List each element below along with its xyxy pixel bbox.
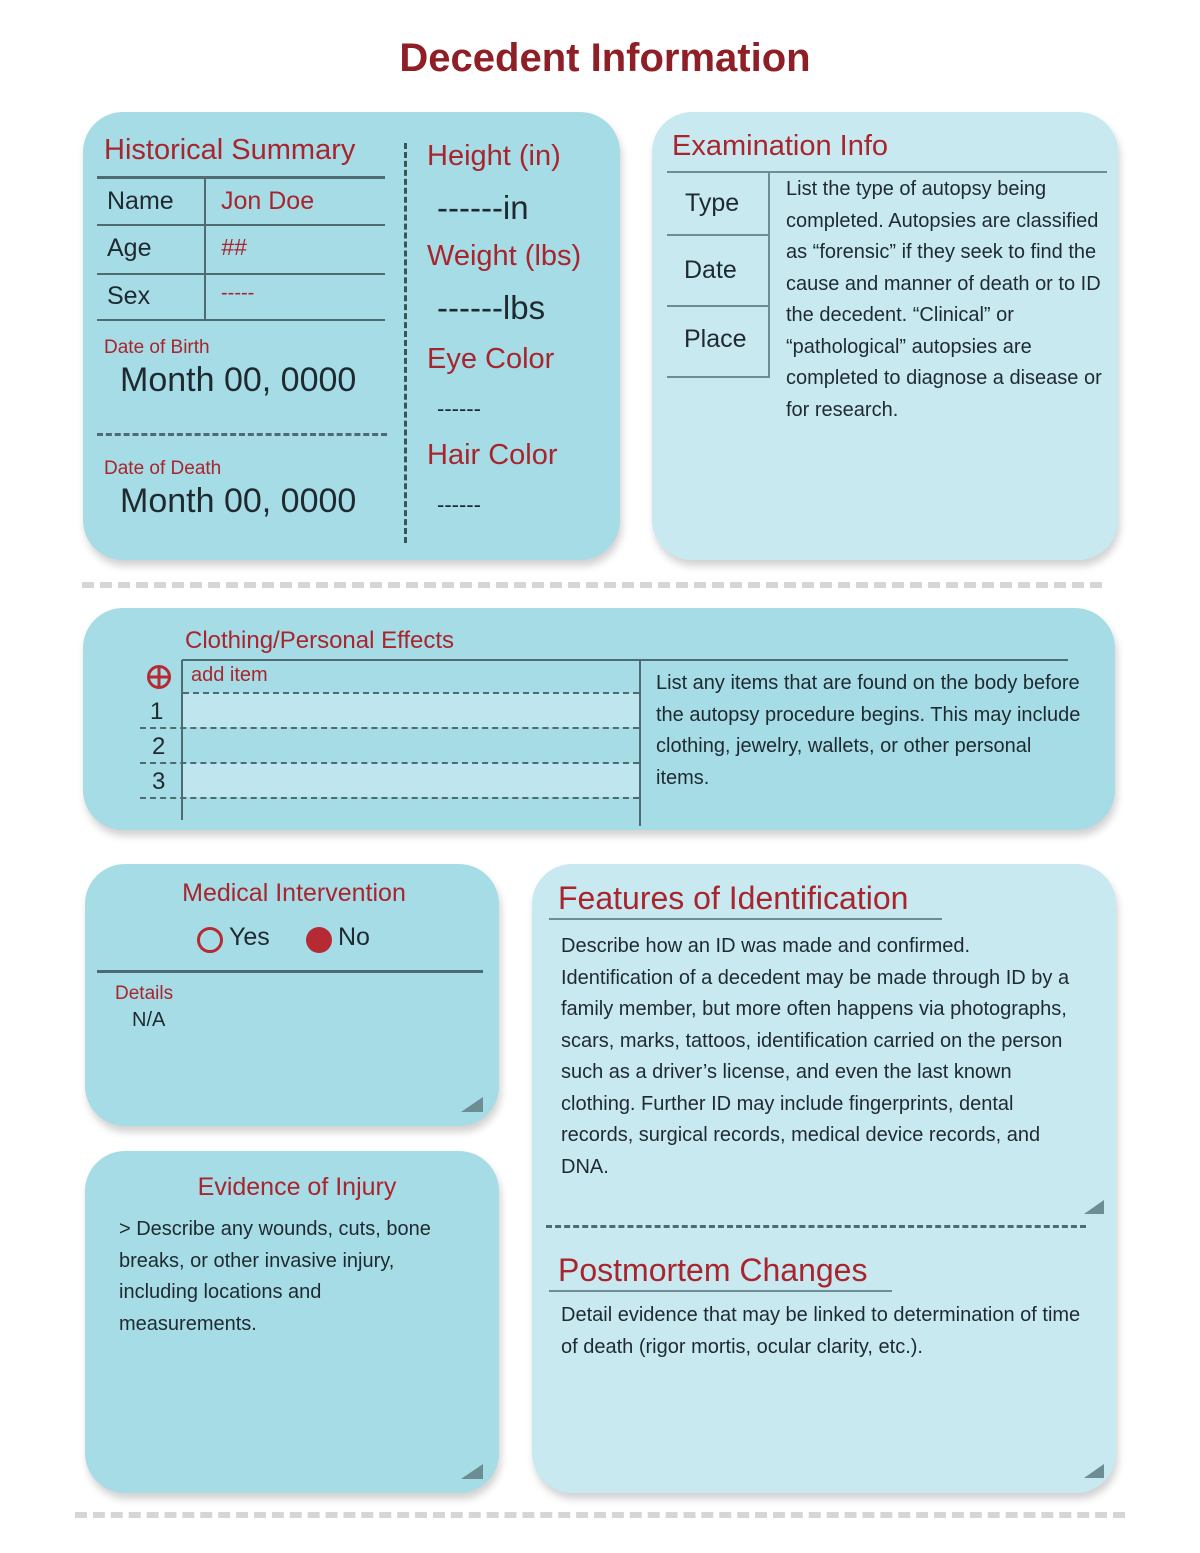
divider	[768, 172, 770, 378]
postmortem-heading: Postmortem Changes	[558, 1252, 868, 1288]
hair-color-label: Hair Color	[427, 439, 558, 471]
add-item-button[interactable]: add item	[191, 664, 268, 686]
add-item-icon[interactable]	[146, 664, 172, 690]
page-title: Decedent Information	[399, 36, 811, 80]
divider	[667, 234, 768, 236]
divider	[97, 970, 483, 973]
divider	[667, 305, 768, 307]
examination-info-heading: Examination Info	[672, 130, 889, 162]
radio-no[interactable]	[306, 927, 332, 953]
divider	[639, 660, 641, 826]
divider	[97, 273, 385, 275]
resize-handle-icon[interactable]	[461, 1464, 483, 1479]
divider	[549, 1290, 892, 1292]
medical-intervention-heading: Medical Intervention	[182, 879, 406, 907]
divider	[97, 176, 385, 179]
exam-date-label[interactable]: Date	[684, 256, 737, 284]
clothing-description: List any items that are found on the body before the autopsy procedure begins. This may include clothing, jewelry, wallets, or other personal items.	[656, 672, 1081, 789]
divider	[97, 224, 385, 226]
resize-handle-icon[interactable]	[461, 1097, 483, 1112]
resize-handle-icon[interactable]	[1084, 1464, 1104, 1478]
section-separator	[75, 1512, 1125, 1518]
divider	[667, 171, 1107, 173]
dashed-divider	[97, 433, 387, 436]
item-input[interactable]	[183, 728, 639, 762]
item-input[interactable]	[183, 763, 639, 797]
sex-field[interactable]: -----	[221, 282, 255, 304]
dod-label: Date of Death	[104, 458, 222, 479]
radio-yes-label[interactable]: Yes	[229, 923, 270, 951]
dod-field[interactable]: Month 00, 0000	[120, 482, 357, 520]
evidence-of-injury-field[interactable]: > Describe any wounds, cuts, bone breaks, or other invasive injury, including locations and measurements.	[119, 1218, 431, 1335]
details-label: Details	[115, 983, 174, 1004]
dob-label: Date of Birth	[104, 337, 210, 358]
sex-label: Sex	[107, 282, 151, 310]
resize-handle-icon[interactable]	[1084, 1200, 1104, 1214]
dashed-column-divider	[404, 143, 407, 543]
divider	[667, 376, 768, 378]
item-row-number: 1	[150, 698, 164, 725]
dob-field[interactable]: Month 00, 0000	[120, 361, 357, 399]
radio-no-label[interactable]: No	[338, 923, 370, 951]
radio-yes[interactable]	[197, 927, 223, 953]
item-row-line	[140, 797, 639, 799]
features-field[interactable]: Describe how an ID was made and confirmed. Identification of a decedent may be made through ID by a family member, but more often happens via photographs, scars, marks, tattoos, identification carried on the person such as a driver’s license, and even the last known clothing. Further ID may include fingerprints, dental records, surgical records, medical device records, and DNA.	[561, 935, 1070, 1178]
weight-label: Weight (lbs)	[427, 240, 582, 272]
name-field[interactable]: Jon Doe	[221, 187, 315, 215]
historical-summary-heading: Historical Summary	[104, 134, 356, 166]
evidence-of-injury-heading: Evidence of Injury	[197, 1173, 397, 1201]
name-label: Name	[107, 187, 174, 215]
item-row-number: 3	[152, 768, 166, 795]
features-heading: Features of Identification	[558, 880, 909, 916]
height-label: Height (in)	[427, 140, 561, 172]
age-field[interactable]: ##	[221, 234, 247, 260]
item-input[interactable]	[183, 693, 639, 727]
dashed-divider	[546, 1225, 1086, 1228]
hair-color-field[interactable]: ------	[437, 492, 481, 517]
item-row-number: 2	[152, 733, 166, 760]
divider	[549, 918, 942, 920]
eye-color-label: Eye Color	[427, 343, 555, 375]
divider	[97, 319, 385, 321]
section-separator	[82, 582, 1102, 588]
eye-color-field[interactable]: ------	[437, 396, 481, 421]
postmortem-field[interactable]: Detail evidence that may be linked to determination of time of death (rigor mortis, ocular clarity, etc.).	[561, 1304, 1081, 1358]
exam-description: List the type of autopsy being completed. Autopsies are classified as “forensic” if they seek to find the cause and manner of death or to ID the decedent. “Clinical” or “pathological” autopsies are completed to diagnose a disease or for research.	[786, 178, 1102, 421]
clothing-heading: Clothing/Personal Effects	[185, 627, 455, 654]
height-field[interactable]: ------in	[437, 189, 529, 226]
age-label: Age	[107, 234, 152, 262]
details-field[interactable]: N/A	[132, 1009, 166, 1031]
weight-field[interactable]: ------lbs	[437, 289, 546, 326]
divider	[182, 659, 1068, 661]
exam-type-label[interactable]: Type	[685, 189, 740, 217]
exam-place-label[interactable]: Place	[684, 325, 747, 353]
divider	[204, 178, 206, 320]
